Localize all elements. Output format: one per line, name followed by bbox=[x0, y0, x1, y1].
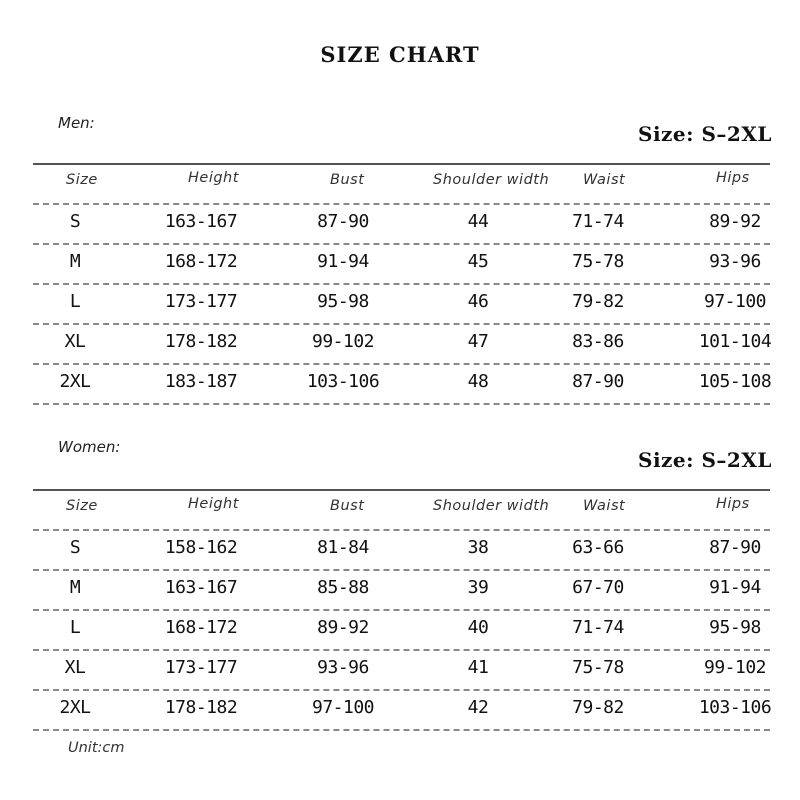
cell-bust: 95-98 bbox=[317, 291, 369, 312]
table-top-rule bbox=[33, 163, 770, 165]
cell-bust: 85-88 bbox=[317, 577, 369, 598]
women-size-range: Size: S–2XL bbox=[638, 448, 772, 472]
cell-waist: 87-90 bbox=[572, 371, 624, 392]
cell-shoulder-width: 47 bbox=[467, 331, 489, 352]
column-header-height: Height bbox=[188, 170, 239, 186]
row-divider bbox=[33, 649, 770, 651]
cell-shoulder-width: 48 bbox=[467, 371, 489, 392]
cell-hips: 91-94 bbox=[709, 577, 761, 598]
column-header-waist: Waist bbox=[583, 498, 626, 514]
cell-height: 178-182 bbox=[164, 697, 238, 718]
men-size-range: Size: S–2XL bbox=[638, 122, 772, 146]
cell-waist: 71-74 bbox=[572, 211, 624, 232]
column-header-waist: Waist bbox=[583, 172, 626, 188]
column-header-shoulder-width: Shoulder width bbox=[433, 498, 550, 514]
cell-hips: 87-90 bbox=[709, 537, 761, 558]
cell-height: 163-167 bbox=[164, 211, 238, 232]
column-header-hips: Hips bbox=[716, 170, 750, 186]
cell-size: L bbox=[69, 291, 81, 312]
cell-height: 158-162 bbox=[164, 537, 238, 558]
cell-size: S bbox=[69, 537, 81, 558]
cell-hips: 89-92 bbox=[709, 211, 761, 232]
cell-hips: 97-100 bbox=[703, 291, 767, 312]
cell-bust: 93-96 bbox=[317, 657, 369, 678]
cell-height: 173-177 bbox=[164, 291, 238, 312]
cell-size: 2XL bbox=[59, 697, 91, 718]
cell-bust: 97-100 bbox=[311, 697, 375, 718]
column-header-bust: Bust bbox=[330, 172, 365, 188]
cell-hips: 105-108 bbox=[698, 371, 772, 392]
row-divider bbox=[33, 609, 770, 611]
cell-size: XL bbox=[64, 657, 86, 678]
cell-bust: 89-92 bbox=[317, 617, 369, 638]
row-divider bbox=[33, 243, 770, 245]
cell-height: 163-167 bbox=[164, 577, 238, 598]
cell-bust: 99-102 bbox=[311, 331, 375, 352]
cell-bust: 87-90 bbox=[317, 211, 369, 232]
column-header-size: Size bbox=[66, 172, 98, 188]
cell-waist: 67-70 bbox=[572, 577, 624, 598]
cell-size: M bbox=[69, 251, 81, 272]
cell-bust: 91-94 bbox=[317, 251, 369, 272]
cell-shoulder-width: 38 bbox=[467, 537, 489, 558]
cell-shoulder-width: 41 bbox=[467, 657, 489, 678]
cell-hips: 103-106 bbox=[698, 697, 772, 718]
cell-size: XL bbox=[64, 331, 86, 352]
row-divider bbox=[33, 283, 770, 285]
column-header-bust: Bust bbox=[330, 498, 365, 514]
unit-note: Unit:cm bbox=[68, 740, 125, 756]
cell-waist: 75-78 bbox=[572, 251, 624, 272]
cell-hips: 93-96 bbox=[709, 251, 761, 272]
cell-waist: 83-86 bbox=[572, 331, 624, 352]
row-divider bbox=[33, 403, 770, 405]
cell-hips: 101-104 bbox=[698, 331, 772, 352]
column-header-size: Size bbox=[66, 498, 98, 514]
cell-shoulder-width: 46 bbox=[467, 291, 489, 312]
cell-waist: 63-66 bbox=[572, 537, 624, 558]
row-divider bbox=[33, 203, 770, 205]
cell-shoulder-width: 42 bbox=[467, 697, 489, 718]
page-title: SIZE CHART bbox=[320, 42, 480, 67]
row-divider bbox=[33, 363, 770, 365]
cell-bust: 81-84 bbox=[317, 537, 369, 558]
cell-size: L bbox=[69, 617, 81, 638]
cell-bust: 103-106 bbox=[306, 371, 380, 392]
column-header-shoulder-width: Shoulder width bbox=[433, 172, 550, 188]
cell-shoulder-width: 45 bbox=[467, 251, 489, 272]
row-divider bbox=[33, 569, 770, 571]
cell-hips: 95-98 bbox=[709, 617, 761, 638]
cell-size: 2XL bbox=[59, 371, 91, 392]
cell-height: 168-172 bbox=[164, 251, 238, 272]
cell-waist: 79-82 bbox=[572, 291, 624, 312]
row-divider bbox=[33, 323, 770, 325]
cell-shoulder-width: 39 bbox=[467, 577, 489, 598]
table-top-rule bbox=[33, 489, 770, 491]
cell-height: 183-187 bbox=[164, 371, 238, 392]
cell-waist: 71-74 bbox=[572, 617, 624, 638]
cell-shoulder-width: 44 bbox=[467, 211, 489, 232]
cell-height: 178-182 bbox=[164, 331, 238, 352]
cell-shoulder-width: 40 bbox=[467, 617, 489, 638]
cell-hips: 99-102 bbox=[703, 657, 767, 678]
women-section-label: Women: bbox=[58, 438, 121, 456]
row-divider bbox=[33, 529, 770, 531]
cell-height: 173-177 bbox=[164, 657, 238, 678]
cell-size: M bbox=[69, 577, 81, 598]
men-section-label: Men: bbox=[58, 114, 95, 132]
cell-waist: 75-78 bbox=[572, 657, 624, 678]
cell-waist: 79-82 bbox=[572, 697, 624, 718]
cell-height: 168-172 bbox=[164, 617, 238, 638]
row-divider bbox=[33, 729, 770, 731]
cell-size: S bbox=[69, 211, 81, 232]
column-header-height: Height bbox=[188, 496, 239, 512]
row-divider bbox=[33, 689, 770, 691]
column-header-hips: Hips bbox=[716, 496, 750, 512]
